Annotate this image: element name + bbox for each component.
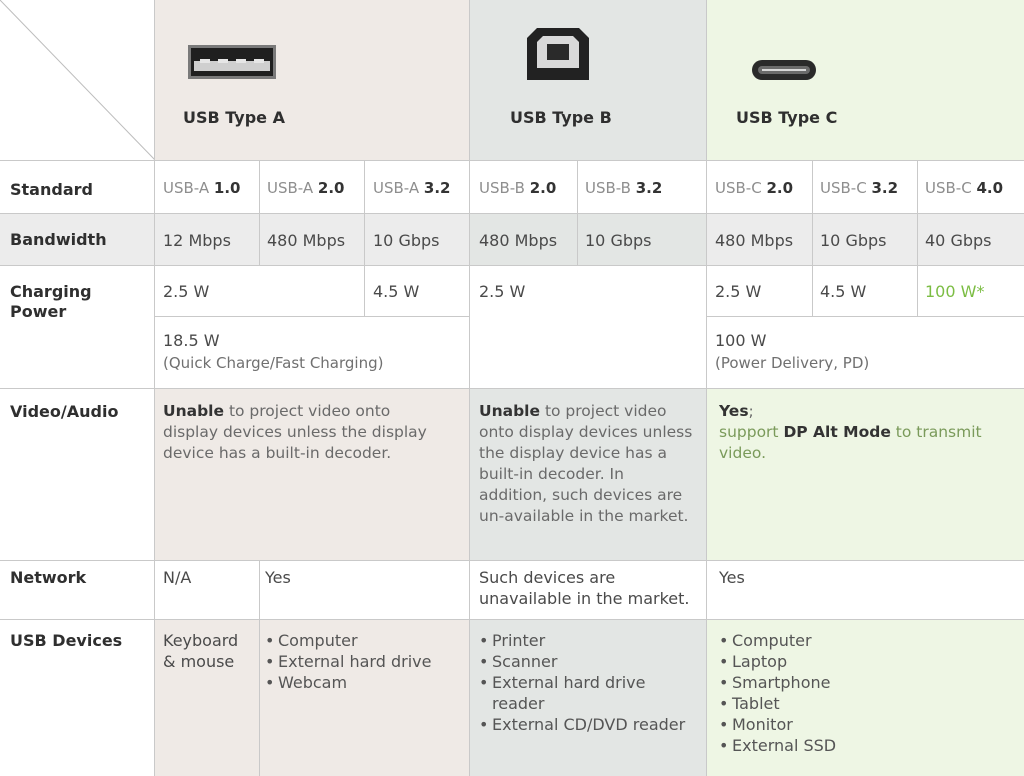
type-a-header-bg — [155, 0, 470, 160]
list-item: • Computer — [719, 630, 836, 651]
video-a-body: to project video onto display devices unless the display device has a built-in decoder. — [163, 402, 427, 462]
row-label-network: Network — [10, 568, 87, 587]
divider — [154, 0, 155, 776]
video-b-text — [479, 401, 694, 527]
standard-cell — [373, 179, 450, 197]
network-b-line1: Such devices are — [479, 568, 616, 587]
list-item: • External hard drive — [265, 651, 431, 672]
video-c-semicolon: ; — [748, 402, 754, 420]
usb-type-a-connector-icon — [188, 45, 276, 79]
standard-version: 2.0 — [529, 179, 557, 197]
list-item: • External SSD — [719, 735, 836, 756]
video-a-text — [163, 401, 428, 464]
charging-a-fast-note: (Quick Charge/Fast Charging) — [163, 354, 384, 372]
bandwidth-cell: 480 Mbps — [479, 231, 558, 250]
charging-c-3: 100 W* — [925, 282, 985, 301]
network-a-1: N/A — [163, 568, 192, 587]
standard-version: 4.0 — [976, 179, 1004, 197]
divider — [155, 316, 470, 317]
usb-type-b-connector-icon — [527, 28, 589, 80]
list-item: • External hard drive — [479, 672, 685, 693]
header-type-c: USB Type C — [736, 108, 838, 127]
bandwidth-cell: 10 Gbps — [373, 231, 440, 250]
list-item: • Monitor — [719, 714, 836, 735]
corner-diagonal — [0, 0, 155, 160]
bandwidth-cell: 480 Mbps — [267, 231, 346, 250]
standard-prefix: USB-A — [267, 179, 318, 197]
divider — [706, 0, 707, 776]
bandwidth-cell: 10 Gbps — [585, 231, 652, 250]
bandwidth-cell: 12 Mbps — [163, 231, 231, 250]
standard-prefix: USB-C — [715, 179, 767, 197]
list-item: • Tablet — [719, 693, 836, 714]
standard-cell — [479, 179, 556, 197]
charging-c-pd-note: (Power Delivery, PD) — [715, 354, 870, 372]
standard-prefix: USB-A — [163, 179, 214, 197]
video-c-mode: DP Alt Mode — [783, 423, 891, 441]
standard-prefix: USB-A — [373, 179, 424, 197]
bandwidth-cell: 40 Gbps — [925, 231, 992, 250]
bandwidth-cell: 480 Mbps — [715, 231, 794, 250]
standard-cell — [267, 179, 344, 197]
type-c-header-bg — [707, 0, 1024, 160]
charging-c-1: 2.5 W — [715, 282, 762, 301]
row-label-bandwidth: Bandwidth — [10, 230, 107, 249]
devices-a-1-line1: Keyboard — [163, 631, 239, 650]
devices-c-list — [719, 630, 836, 756]
charging-a-1: 2.5 W — [163, 282, 210, 301]
video-b-body: to project video onto display devices unless the display device has a built-in decoder. In addition, such devices are un-available in the market. — [479, 402, 693, 525]
header-type-b: USB Type B — [510, 108, 612, 127]
list-item: • Laptop — [719, 651, 836, 672]
video-b-bold: Unable — [479, 402, 541, 420]
divider — [707, 316, 1024, 317]
list-item: • Scanner — [479, 651, 685, 672]
divider — [364, 160, 365, 316]
row-label-standard: Standard — [10, 180, 93, 199]
standard-prefix: USB-B — [585, 179, 636, 197]
list-item: • Webcam — [265, 672, 431, 693]
charging-c-2: 4.5 W — [820, 282, 867, 301]
charging-a-fast: 18.5 W — [163, 331, 220, 350]
charging-c-pd: 100 W — [715, 331, 767, 350]
row-label-charging-power: Charging Power — [10, 282, 92, 321]
divider — [577, 160, 578, 265]
devices-a-2-list — [265, 630, 431, 693]
standard-version: 2.0 — [766, 179, 794, 197]
row-label-video-audio: Video/Audio — [10, 402, 119, 421]
standard-cell — [163, 179, 240, 197]
standard-version: 3.2 — [423, 179, 451, 197]
video-c-bold: Yes — [719, 402, 749, 420]
video-c-post: to transmit video. — [719, 423, 982, 462]
usb-type-c-connector-icon — [752, 60, 816, 80]
network-b-line2: unavailable in the market. — [479, 589, 690, 608]
bandwidth-cell: 10 Gbps — [820, 231, 887, 250]
standard-prefix: USB-B — [479, 179, 530, 197]
divider — [259, 560, 260, 776]
standard-cell — [585, 179, 662, 197]
standard-version: 1.0 — [213, 179, 241, 197]
devices-b-list — [479, 630, 685, 735]
list-item: • Computer — [265, 630, 431, 651]
charging-a-3: 4.5 W — [373, 282, 420, 301]
divider — [259, 160, 260, 265]
video-c-text — [719, 401, 1009, 464]
divider — [917, 160, 918, 316]
standard-prefix: USB-C — [925, 179, 977, 197]
video-c-pre: support — [719, 423, 784, 441]
devices-a-1-line2: & mouse — [163, 652, 235, 671]
standard-version: 3.2 — [871, 179, 899, 197]
standard-cell — [925, 179, 1003, 197]
network-c: Yes — [719, 568, 745, 587]
standard-cell — [715, 179, 793, 197]
standard-version: 2.0 — [317, 179, 345, 197]
standard-cell — [820, 179, 898, 197]
divider — [812, 160, 813, 316]
list-item: • Printer — [479, 630, 685, 651]
row-label-usb-devices: USB Devices — [10, 631, 123, 650]
charging-b: 2.5 W — [479, 282, 526, 301]
header-type-a: USB Type A — [183, 108, 285, 127]
divider — [469, 0, 470, 776]
list-item-continuation: reader — [492, 694, 545, 713]
type-b-header-bg — [470, 0, 707, 160]
network-a-2: Yes — [265, 568, 291, 587]
standard-prefix: USB-C — [820, 179, 872, 197]
video-a-bold: Unable — [163, 402, 225, 420]
standard-version: 3.2 — [635, 179, 663, 197]
list-item: • External CD/DVD reader — [479, 714, 685, 735]
list-item: • Smartphone — [719, 672, 836, 693]
